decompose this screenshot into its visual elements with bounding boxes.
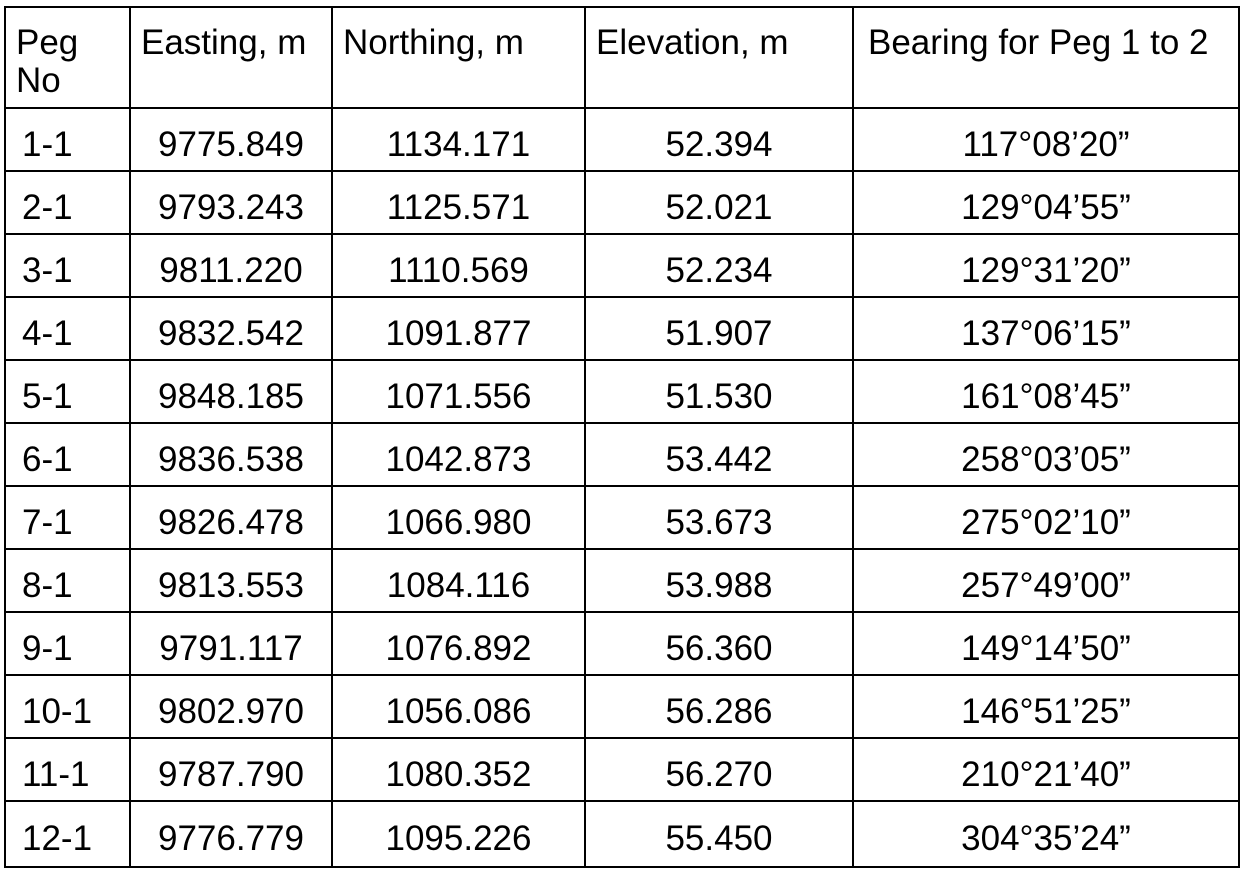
- cell-bearing: 304°35’24”: [853, 801, 1239, 867]
- cell-northing: 1080.352: [332, 738, 585, 801]
- table-row: [5, 612, 1239, 675]
- cell-peg-no: 1-1: [5, 108, 130, 171]
- cell-easting: 9811.220: [130, 234, 332, 297]
- cell-northing: 1095.226: [332, 801, 585, 867]
- table-row: [5, 738, 1239, 801]
- header-northing: Northing, m: [332, 7, 585, 108]
- cell-elevation: 56.286: [585, 675, 853, 738]
- table-row: [5, 171, 1239, 234]
- table-row: [5, 549, 1239, 612]
- cell-elevation: 55.450: [585, 801, 853, 867]
- cell-northing: 1056.086: [332, 675, 585, 738]
- header-bearing: Bearing for Peg 1 to 2: [853, 7, 1239, 108]
- cell-peg-no: 5-1: [5, 360, 130, 423]
- cell-elevation: 53.442: [585, 423, 853, 486]
- cell-elevation: 52.394: [585, 108, 853, 171]
- cell-bearing: 146°51’25”: [853, 675, 1239, 738]
- cell-peg-no: 10-1: [5, 675, 130, 738]
- cell-peg-no: 3-1: [5, 234, 130, 297]
- cell-peg-no: 9-1: [5, 612, 130, 675]
- cell-easting: 9848.185: [130, 360, 332, 423]
- header-easting: Easting, m: [130, 7, 332, 108]
- table-row: [5, 675, 1239, 738]
- cell-northing: 1066.980: [332, 486, 585, 549]
- cell-easting: 9775.849: [130, 108, 332, 171]
- cell-bearing: 129°31’20”: [853, 234, 1239, 297]
- cell-elevation: 53.988: [585, 549, 853, 612]
- cell-elevation: 52.021: [585, 171, 853, 234]
- cell-bearing: 258°03’05”: [853, 423, 1239, 486]
- cell-peg-no: 12-1: [5, 801, 130, 867]
- cell-elevation: 56.270: [585, 738, 853, 801]
- table-row: [5, 297, 1239, 360]
- cell-bearing: 257°49’00”: [853, 549, 1239, 612]
- cell-peg-no: 8-1: [5, 549, 130, 612]
- table-row: [5, 801, 1239, 867]
- cell-easting: 9793.243: [130, 171, 332, 234]
- cell-peg-no: 6-1: [5, 423, 130, 486]
- cell-easting: 9802.970: [130, 675, 332, 738]
- cell-bearing: 275°02’10”: [853, 486, 1239, 549]
- cell-bearing: 117°08’20”: [853, 108, 1239, 171]
- cell-northing: 1134.171: [332, 108, 585, 171]
- peg-coordinates-table: [4, 6, 1240, 868]
- cell-elevation: 53.673: [585, 486, 853, 549]
- header-elevation: Elevation, m: [585, 7, 853, 108]
- table-row: [5, 234, 1239, 297]
- cell-northing: 1076.892: [332, 612, 585, 675]
- cell-northing: 1110.569: [332, 234, 585, 297]
- header-peg-no: Peg No: [5, 7, 130, 108]
- cell-northing: 1042.873: [332, 423, 585, 486]
- cell-northing: 1084.116: [332, 549, 585, 612]
- cell-easting: 9813.553: [130, 549, 332, 612]
- cell-easting: 9791.117: [130, 612, 332, 675]
- cell-peg-no: 7-1: [5, 486, 130, 549]
- cell-elevation: 56.360: [585, 612, 853, 675]
- cell-easting: 9836.538: [130, 423, 332, 486]
- cell-bearing: 129°04’55”: [853, 171, 1239, 234]
- cell-peg-no: 11-1: [5, 738, 130, 801]
- cell-easting: 9787.790: [130, 738, 332, 801]
- cell-elevation: 51.907: [585, 297, 853, 360]
- table-row: [5, 360, 1239, 423]
- cell-elevation: 52.234: [585, 234, 853, 297]
- table-row: [5, 423, 1239, 486]
- header-row: [5, 7, 1239, 108]
- cell-bearing: 137°06’15”: [853, 297, 1239, 360]
- cell-easting: 9776.779: [130, 801, 332, 867]
- cell-elevation: 51.530: [585, 360, 853, 423]
- table-body: [5, 108, 1239, 867]
- table-row: [5, 108, 1239, 171]
- cell-easting: 9832.542: [130, 297, 332, 360]
- cell-peg-no: 4-1: [5, 297, 130, 360]
- cell-easting: 9826.478: [130, 486, 332, 549]
- table-header: [5, 7, 1239, 108]
- table-row: [5, 486, 1239, 549]
- cell-bearing: 149°14’50”: [853, 612, 1239, 675]
- cell-bearing: 161°08’45”: [853, 360, 1239, 423]
- cell-northing: 1091.877: [332, 297, 585, 360]
- cell-bearing: 210°21’40”: [853, 738, 1239, 801]
- cell-peg-no: 2-1: [5, 171, 130, 234]
- cell-northing: 1125.571: [332, 171, 585, 234]
- cell-northing: 1071.556: [332, 360, 585, 423]
